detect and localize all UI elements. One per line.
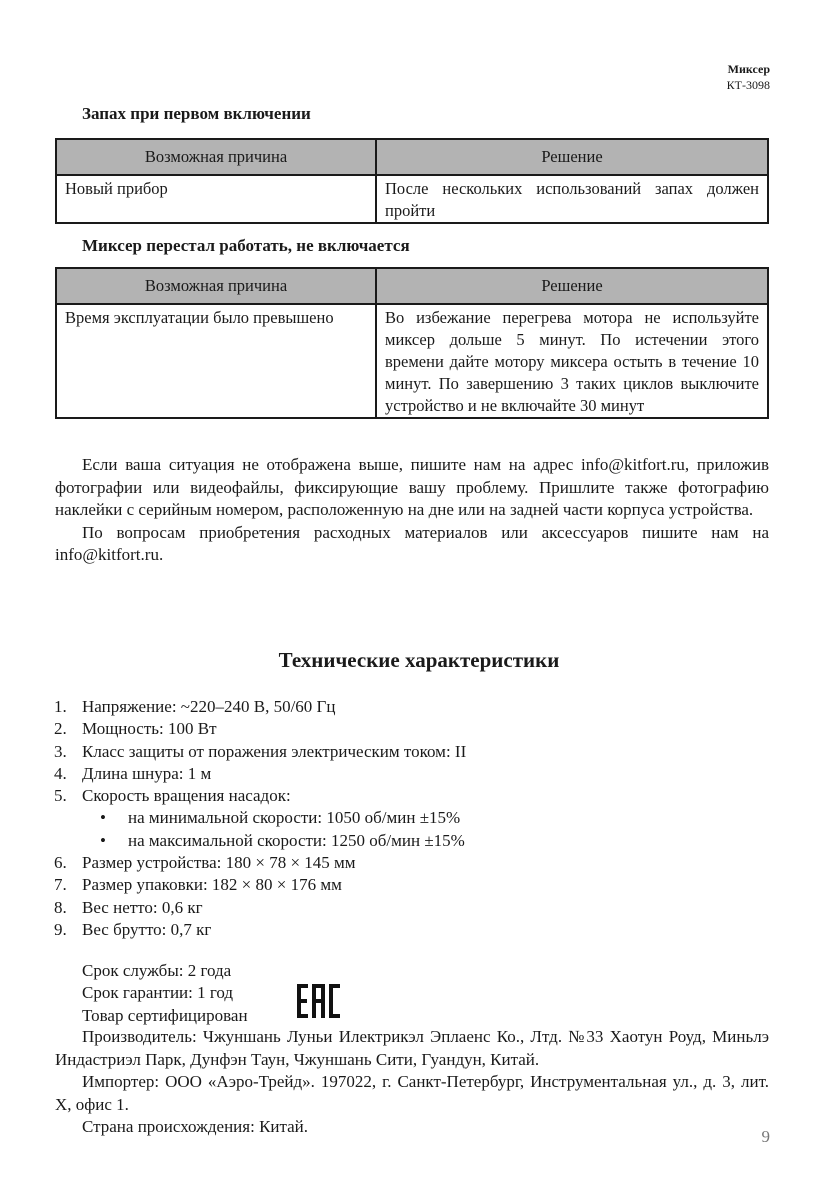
cell-cause: Новый прибор: [56, 175, 376, 223]
cell-solution: Во избежание перегрева мотора не используйте миксер дольше 5 минут. По истечении этого времени дайте мотору миксера остыть в течение 10 минут. По завершению 3 таких циклов выключите устройство и не включайте 30 минут: [376, 304, 768, 418]
service-life: Срок службы: 2 года: [82, 961, 232, 980]
warranty-period: Срок гарантии: 1 год: [82, 983, 234, 1003]
col-header-solution: Решение: [376, 139, 768, 175]
specs-list: [54, 696, 467, 941]
speed-sublist: [82, 807, 466, 852]
cell-solution: После нескольких использований запах должен пройти: [376, 175, 768, 223]
spec-number: 4.: [54, 763, 67, 783]
spec-number: 7.: [54, 875, 67, 895]
section-heading-smell: Запах при первом включении: [82, 104, 311, 123]
spec-text: Напряжение: ~220–240 В, 50/60 Гц: [82, 697, 336, 716]
bullet-icon: •: [100, 808, 106, 828]
spec-text: Скорость вращения насадок:: [82, 786, 291, 806]
header-model: КТ-3098: [726, 78, 770, 92]
spec-item: [54, 874, 466, 896]
accessories-paragraph: По вопросам приобретения расходных материалов или аксессуаров пишите нам на info@kitfort.ru.: [55, 522, 769, 564]
spec-item: [54, 718, 466, 740]
spec-text: Мощность: 100 Вт: [82, 719, 217, 739]
spec-item: [54, 696, 466, 718]
spec-number: 6.: [54, 853, 67, 873]
spec-number: 2.: [54, 719, 67, 739]
importer-info: Импортер: ООО «Аэро-Трейд». 197022, г. Санкт-Петербург, Инструментальная ул., д. 3, лит. Х, офис 1.: [55, 1072, 769, 1114]
specs-title: Технические характеристики: [278, 648, 560, 672]
certification-note: Товар сертифицирован: [82, 1005, 248, 1025]
spec-number: 1.: [54, 697, 67, 716]
spec-text: Класс защиты от поражения электрическим током: II: [82, 741, 467, 761]
spec-item: [54, 741, 467, 763]
sub-list-item: [82, 807, 466, 829]
table-row: [56, 175, 768, 223]
page-number: 9: [761, 1127, 770, 1146]
spec-text: Вес брутто: 0,7 кг: [82, 919, 212, 939]
table-header-row: [56, 139, 768, 175]
page-header: [727, 61, 770, 93]
spec-item: [54, 919, 466, 941]
service-info: [82, 960, 248, 1027]
contact-paragraph: Если ваша ситуация не отображена выше, пишите нам на адрес info@kitfort.ru, приложив фотографии или видеофайлы, фиксирующие вашу проблему. Пришлите также фотографию наклейки с серийным номером, расположенную на дне или на задней части корпуса устройства.: [55, 455, 769, 519]
table-row: [56, 304, 768, 418]
spec-number: 3.: [54, 741, 67, 761]
spec-number: 5.: [54, 786, 67, 806]
spec-number: 8.: [54, 897, 67, 917]
spec-text: Длина шнура: 1 м: [82, 763, 212, 783]
col-header-cause: Возможная причина: [56, 139, 376, 175]
section-heading-not-working: Миксер перестал работать, не включается: [82, 236, 410, 255]
spec-item: [54, 785, 466, 852]
spec-item: [54, 852, 466, 874]
spec-item: [54, 763, 466, 785]
col-header-solution: Решение: [376, 268, 768, 304]
troubleshoot-table-smell: [55, 138, 769, 224]
contact-text: [55, 454, 769, 567]
bullet-icon: •: [100, 830, 106, 850]
sub-item-text: на минимальной скорости: 1050 об/мин ±15%: [128, 808, 461, 828]
eac-mark-icon: [297, 984, 340, 1018]
spec-text: Размер упаковки: 182 × 80 × 176 мм: [82, 875, 342, 895]
legal-text: [55, 1026, 769, 1139]
troubleshoot-table-not-working: [55, 267, 769, 419]
spec-text: Размер устройства: 180 × 78 × 145 мм: [82, 853, 356, 873]
sub-list-item: [82, 830, 466, 852]
col-header-cause: Возможная причина: [56, 268, 376, 304]
cell-cause: Время эксплуатации было превышено: [56, 304, 376, 418]
spec-text: Вес нетто: 0,6 кг: [82, 897, 203, 917]
table-header-row: [56, 268, 768, 304]
spec-number: 9.: [54, 919, 67, 939]
sub-item-text: на максимальной скорости: 1250 об/мин ±15%: [128, 830, 465, 850]
spec-item: [54, 897, 466, 919]
manufacturer-info: Производитель: Чжуншань Луньи Илектрикэл Эплаенс Ко., Лтд. №33 Хаотун Роуд, Миньлэ Индастриэл Парк, Дунфэн Таун, Чжуншань Сити, Гуандун, Китай.: [55, 1027, 769, 1069]
country-of-origin: Страна происхождения: Китай.: [82, 1117, 309, 1136]
header-product: Миксер: [727, 62, 770, 76]
